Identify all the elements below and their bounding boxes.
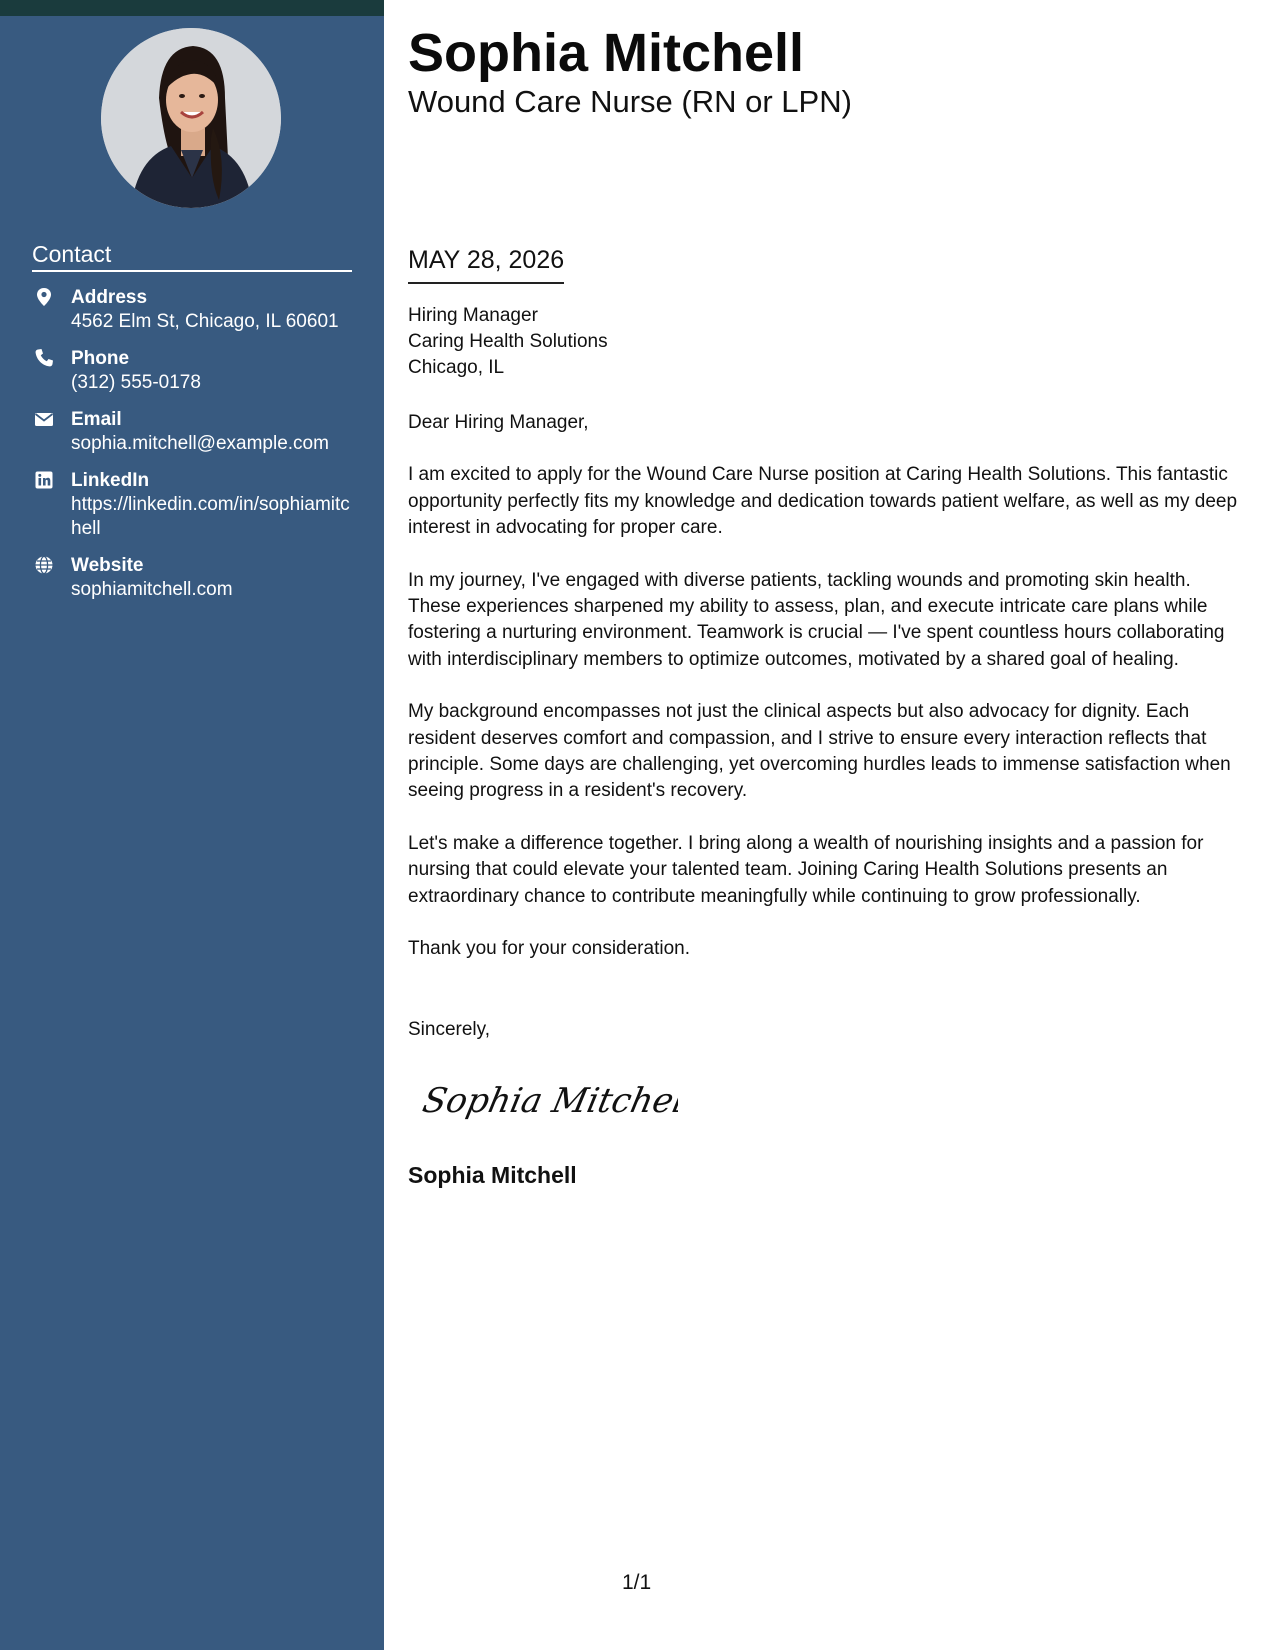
svg-text:Sophia Mitchell: Sophia Mitchell: [419, 1081, 678, 1121]
contact-phone-value: (312) 555-0178: [71, 372, 201, 393]
map-pin-icon: [34, 287, 54, 307]
contact-website-label: Website: [71, 555, 144, 576]
applicant-name: Sophia Mitchell: [408, 23, 805, 83]
contact-linkedin-label: LinkedIn: [71, 470, 150, 491]
contact-email: [32, 408, 352, 456]
contact-linkedin-value[interactable]: https://linkedin.com/in/sophiamitchell: [71, 494, 350, 539]
linkedin-icon: [34, 470, 54, 490]
page-number: 1/1: [622, 1571, 652, 1594]
contact-website: [32, 554, 352, 602]
contact-email-value: sophia.mitchell@example.com: [71, 433, 329, 454]
letter-body: [408, 410, 1240, 989]
letter-paragraph: I am excited to apply for the Wound Care Nurse position at Caring Health Solutions. This fantastic opportunity perfectly fits my knowledge and dedication towards patient welfare, as well as my deep interest in advocating for proper care.: [408, 464, 1238, 539]
handwritten-signature: [418, 1070, 678, 1130]
contact-address-value: 4562 Elm St, Chicago, IL 60601: [71, 311, 339, 332]
contact-email-label: Email: [71, 409, 122, 430]
signer-name: Sophia Mitchell: [408, 1162, 577, 1188]
job-title: Wound Care Nurse (RN or LPN): [408, 84, 852, 119]
contact-list: [32, 286, 352, 615]
avatar: [101, 28, 281, 208]
letter-paragraph: My background encompasses not just the clinical aspects but also advocacy for dignity. Each resident deserves comfort and compassion, and I strive to ensure every interaction reflects that principle. Some days are challenging, yet overcoming hurdles leads to immense satisfaction when seeing progress in a resident's recovery.: [408, 701, 1231, 802]
recipient-line: Hiring Manager: [408, 305, 538, 326]
contact-phone-label: Phone: [71, 348, 130, 369]
letter-paragraph: Let's make a difference together. I bring along a wealth of nourishing insights and a passion for nursing that could elevate your talented team. Joining Caring Health Solutions presents an extraordinary chance to contribute meaningfully while continuing to grow professionally.: [408, 832, 1204, 907]
sidebar: [0, 0, 384, 1650]
contact-heading: Contact: [32, 240, 352, 272]
contact-address: [32, 286, 352, 334]
salutation: Dear Hiring Manager,: [408, 412, 589, 433]
thanks-line: Thank you for your consideration.: [408, 938, 690, 960]
contact-linkedin: [32, 469, 352, 541]
recipient-line: Caring Health Solutions: [408, 331, 608, 352]
letter-date: MAY 28, 2026: [408, 244, 564, 284]
phone-icon: [34, 348, 54, 368]
envelope-icon: [34, 409, 54, 429]
sidebar-top-band: [0, 0, 384, 16]
globe-icon: [34, 555, 54, 575]
letter-paragraph: In my journey, I've engaged with diverse patients, tackling wounds and promoting skin health. These experiences sharpened my ability to assess, plan, and execute intricate care plans while fostering a nurturing environment. Teamwork is crucial — I've spent countless hours collaborating with interdisciplinary members to optimize outcomes, motivated by a shared goal of healing.: [408, 569, 1225, 670]
recipient-line: Chicago, IL: [408, 357, 505, 378]
contact-website-value[interactable]: sophiamitchell.com: [71, 579, 233, 600]
contact-address-label: Address: [71, 287, 148, 308]
recipient-block: [408, 303, 608, 381]
closing: Sincerely,: [408, 1019, 491, 1040]
contact-phone: [32, 347, 352, 395]
